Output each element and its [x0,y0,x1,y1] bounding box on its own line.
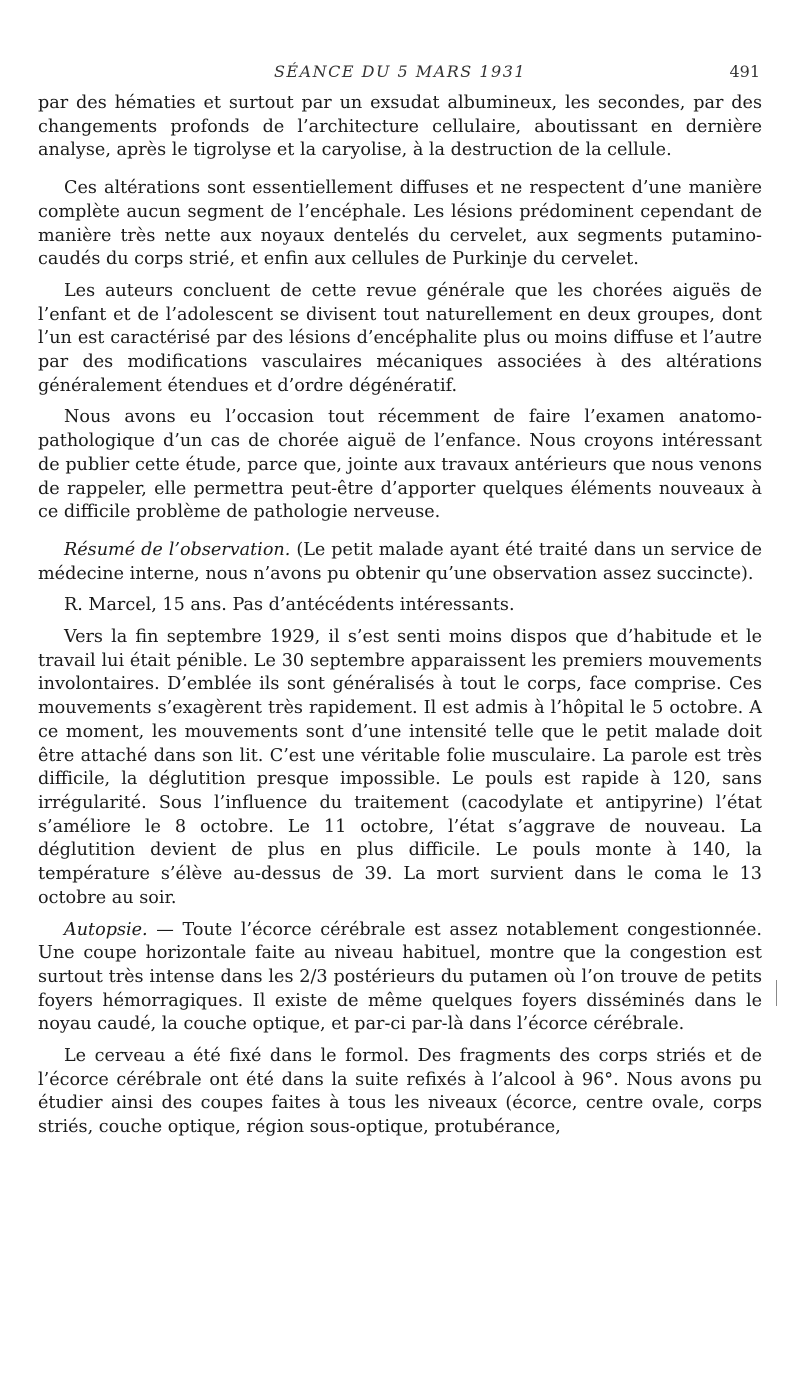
body-text [38,92,762,1148]
paragraph-clinical-course: Vers la fin septembre 1929, il s’est senti moins dispos que d’habitude et le travail lui était pénible. Le 30 septembre apparaissent les premiers mouvements involontaires. D’emblée ils sont généralisés à tout le corps, face comprise. Ces mouvements s’exagèrent très rapidement. Il est admis à l’hôpital le 5 octobre. A ce moment, les mouvements sont d’une intensité telle que le petit malade doit être attaché dans son lit. C’est une véritable folie musculaire. La parole est très difficile, la déglutition presque impossible. Le pouls est rapide à 120, sans irrégularité. Sous l’influence du traitement (cacodylate et antipyrine) l’état s’améliore le 8 octobre. Le 11 octobre, l’état s’aggrave de nouveau. La déglutition devient de plus en plus difficile. Le pouls monte à 140, la température s’élève au-dessus de 39. La mort survient dans le coma le 13 octobre au soir. [38,627,762,908]
paragraph-observation-summary: Résumé de l’observation. (Le petit malade ayant été traité dans un service de médecine interne, nous n’avons pu obtenir qu’une observation assez succincte). [38,539,763,584]
paragraph-1: par des hématies et surtout par un exsudat albumineux, les secondes, par des changements profonds de l’architecture cellulaire, aboutissant en dernière analyse, après le tigrolyse et la caryolise, à la destruction de la cellule. [38,93,762,161]
paragraph-autopsy: Autopsie. — Toute l’écorce cérébrale est assez notablement congestionnée. Une coupe horizontale faite au niveau habituel, montre que la congestion est surtout très intense dans les 2/3 postérieurs du putamen où l’on trouve de petits foyers hémorragiques. Il existe de même quelques foyers disséminés dans le noyau caudé, la couche optique, et par-ci par-là dans l’écorce cérébrale. [38,919,762,1035]
observation-heading: Résumé de l’observation. [64,539,291,560]
paragraph-4: Nous avons eu l’occasion tout récemment de faire l’examen anatomo-pathologique d’un cas de chorée aiguë de l’enfance. Nous croyons intéressant de publier cette étude, parce que, jointe aux travaux antérieurs que nous venons de rappeler, elle permettra peut-être d’apporter quelques éléments nouveaux à ce difficile problème de pathologie nerveuse. [38,407,762,523]
paragraph-patient: R. Marcel, 15 ans. Pas d’antécédents intéressants. [64,595,515,616]
page-number: 491 [729,62,760,81]
paragraph-3: Les auteurs concluent de cette revue générale que les chorées aiguës de l’enfant et de l’adolescent se divisent tout naturellement en deux groupes, dont l’un est caractérisé par des lésions d’encéphalite plus ou moins diffuse et l’autre par des modifications vasculaires mécaniques associées à des altérations généralement étendues et d’ordre dégénératif. [38,280,762,396]
paragraph-fixation: Le cerveau a été fixé dans le formol. Des fragments des corps striés et de l’écorce cérébrale ont été dans la suite refixés à l’alcool à 96°. Nous avons pu étudier ainsi des coupes faites à tous les niveaux (écorce, centre ovale, corps striés, couche optique, région sous-optique, protubérance, [38,1046,762,1138]
paragraph-2: Ces altérations sont essentiellement diffuses et ne respectent d’une manière complète aucun segment de l’encéphale. Les lésions prédominent cependant de manière très nette aux noyaux dentelés du cervelet, aux segments putamino-caudés du corps strié, et enfin aux cellules de Purkinje du cervelet. [38,178,762,270]
page-header [40,62,760,86]
margin-mark [776,980,777,1006]
autopsy-heading: Autopsie. [64,919,148,940]
running-title: SÉANCE DU 5 MARS 1931 [273,62,527,81]
